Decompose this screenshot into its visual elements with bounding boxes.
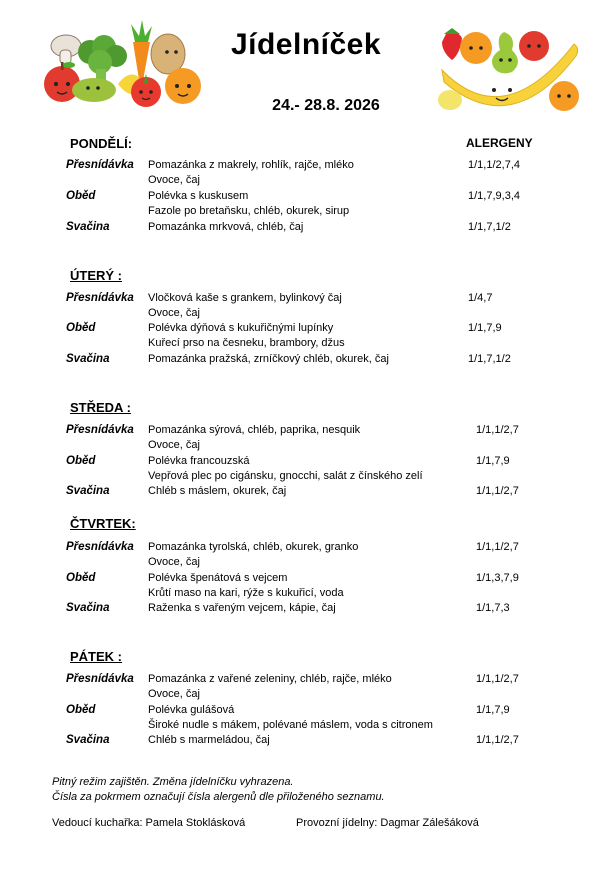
meal-line: Chléb s marmeládou, čaj xyxy=(148,734,270,746)
meal-allergens: 1/1,1/2,7 xyxy=(476,424,519,436)
day-title-friday: PÁTEK : xyxy=(70,649,122,664)
meal-label: Svačina xyxy=(66,353,110,365)
meal-label: Oběd xyxy=(66,704,96,716)
meal-label: Přesnídávka xyxy=(66,292,134,304)
date-range: 24.- 28.8. 2026 xyxy=(272,97,380,114)
meal-allergens: 1/1,1/2,7,4 xyxy=(468,159,520,171)
meal-allergens: 1/1,1/2,7 xyxy=(476,673,519,685)
day-title-monday: PONDĚLÍ: xyxy=(70,136,133,151)
day-title-tuesday: ÚTERÝ : xyxy=(70,268,122,283)
meal-line: Ovoce, čaj xyxy=(148,688,200,700)
meal-label: Přesnídávka xyxy=(66,424,134,436)
meal-line: Vločková kaše s grankem, bylinkový čaj xyxy=(148,292,342,304)
meal-allergens: 1/1,1/2,7 xyxy=(476,734,519,746)
meal-label: Oběd xyxy=(66,455,96,467)
meal-label: Přesnídávka xyxy=(66,159,134,171)
meal-label: Oběd xyxy=(66,322,96,334)
meal-line: Polévka špenátová s vejcem xyxy=(148,572,288,584)
meal-line: Polévka francouzská xyxy=(148,455,250,467)
meal-line: Pomazánka z vařené zeleniny, chléb, rajče, mléko xyxy=(148,673,392,685)
meal-label: Přesnídávka xyxy=(66,541,134,553)
meal-line: Ovoce, čaj xyxy=(148,174,200,186)
meal-label: Svačina xyxy=(66,221,110,233)
head-cook: Vedoucí kuchařka: Pamela Stoklásková xyxy=(52,817,246,829)
meal-line: Ovoce, čaj xyxy=(148,439,200,451)
allergen-column-header: ALERGENY xyxy=(466,136,533,150)
meal-line: Vepřová plec po cigánsku, gnocchi, salát z čínského zelí xyxy=(148,470,423,482)
meal-label: Přesnídávka xyxy=(66,673,134,685)
page-title: Jídelníček xyxy=(230,28,382,61)
note-allergens: Čísla za pokrmem označují čísla alergenů dle přiloženého seznamu. xyxy=(52,791,385,803)
meal-allergens: 1/1,3,7,9 xyxy=(476,572,519,584)
meal-line: Pomazánka mrkvová, chléb, čaj xyxy=(148,221,304,233)
meal-line: Pomazánka z makrely, rohlík, rajče, mléko xyxy=(148,159,354,171)
meal-allergens: 1/1,1/2,7 xyxy=(476,485,519,497)
meal-line: Krůtí maso na kari, rýže s kukuřicí, voda xyxy=(148,587,344,599)
meal-line: Fazole po bretaňsku, chléb, okurek, sirup xyxy=(148,205,350,217)
meal-allergens: 1/1,7,9 xyxy=(476,455,510,467)
day-title-thursday: ČTVRTEK: xyxy=(70,516,136,531)
meal-label: Oběd xyxy=(66,572,96,584)
meal-line: Pomazánka pražská, zrníčkový chléb, okurek, čaj xyxy=(148,353,389,365)
meal-line: Ovoce, čaj xyxy=(148,556,200,568)
meal-allergens: 1/1,7,9,3,4 xyxy=(468,190,520,202)
meal-allergens: 1/4,7 xyxy=(468,292,493,304)
meal-line: Polévka s kuskusem xyxy=(148,190,249,202)
meal-line: Široké nudle s mákem, polévané máslem, voda s citronem xyxy=(148,719,433,731)
meal-line: Chléb s máslem, okurek, čaj xyxy=(148,485,287,497)
meal-line: Ovoce, čaj xyxy=(148,307,200,319)
meal-allergens: 1/1,7,9 xyxy=(476,704,510,716)
meal-line: Pomazánka sýrová, chléb, paprika, nesquik xyxy=(148,424,361,436)
meal-line: Raženka s vařeným vejcem, kápie, čaj xyxy=(148,602,336,614)
meal-label: Oběd xyxy=(66,190,96,202)
meal-allergens: 1/1,7,9 xyxy=(468,322,502,334)
meal-allergens: 1/1,7,1/2 xyxy=(468,353,511,365)
day-title-wednesday: STŘEDA : xyxy=(70,400,131,415)
meal-line: Kuřecí prso na česneku, brambory, džus xyxy=(148,337,345,349)
meal-line: Pomazánka tyrolská, chléb, okurek, granko xyxy=(148,541,359,553)
note-drinking: Pitný režim zajištěn. Změna jídelníčku vyhrazena. xyxy=(52,776,294,788)
canteen-manager: Provozní jídelny: Dagmar Zálešáková xyxy=(296,817,479,829)
meal-allergens: 1/1,1/2,7 xyxy=(476,541,519,553)
meal-allergens: 1/1,7,3 xyxy=(476,602,510,614)
meal-allergens: 1/1,7,1/2 xyxy=(468,221,511,233)
meal-label: Svačina xyxy=(66,485,110,497)
meal-label: Svačina xyxy=(66,602,110,614)
meal-line: Polévka dýňová s kukuřičnými lupínky xyxy=(148,322,334,334)
meal-label: Svačina xyxy=(66,734,110,746)
meal-line: Polévka gulášová xyxy=(148,704,235,716)
